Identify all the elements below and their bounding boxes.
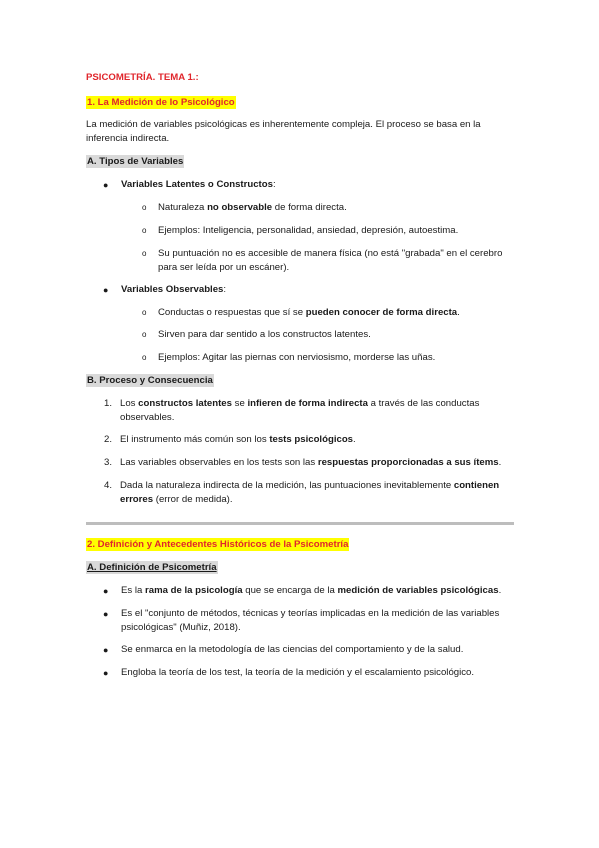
subsection-a-heading [86, 155, 184, 169]
bold-run: rama de la psicología [145, 585, 243, 596]
subsection-a-heading-text: A. Tipos de Variables [87, 156, 184, 167]
text-run: Las variables observables en los tests son las [120, 457, 318, 468]
sub-list-item [142, 306, 460, 320]
label-suffix: : [223, 284, 227, 295]
numbered-item [104, 433, 504, 447]
bold-run: infieren de forma indirecta [247, 398, 368, 409]
text-run: . [498, 457, 502, 468]
sub-list-item [142, 351, 435, 365]
numbered-item [104, 479, 504, 507]
section-1-heading [86, 96, 236, 110]
text-run: . [498, 585, 502, 596]
bold-run: pueden conocer de forma directa [305, 307, 458, 318]
list-item [103, 584, 513, 598]
list-item-observables [103, 283, 226, 297]
sub-bullet-icon: o [142, 308, 147, 317]
bullet-icon: ● [103, 586, 109, 596]
list-item-text: Se enmarca en la metodología de las ciencias del comportamiento y de la salud. [121, 644, 464, 655]
text-run: Dada la naturaleza indirecta de la medición, las puntuaciones inevitablemente [120, 480, 454, 491]
section-2-heading-text: 2. Definición y Antecedentes Históricos de la Psicometría [87, 539, 349, 550]
numbered-item-text [120, 397, 502, 425]
bullet-icon: ● [103, 668, 109, 678]
text-run: . [353, 434, 356, 445]
sub-list-item [142, 224, 458, 238]
section-divider [86, 522, 514, 525]
bold-label: Variables Latentes o Constructos [121, 179, 273, 190]
list-item-text: Es el "conjunto de métodos, técnicas y teorías implicadas en la medición de las variables psicológicas" (Muñiz, 2018). [121, 608, 500, 633]
sub-list-item-text: Ejemplos: Agitar las piernas con nerviosismo, morderse las uñas. [158, 352, 436, 363]
text-run: . [457, 307, 460, 318]
subsection-b-heading-text: B. Proceso y Consecuencia [87, 375, 213, 386]
numbered-item [104, 397, 504, 425]
item-number: 1. [104, 398, 113, 409]
text-run: Naturaleza [158, 202, 208, 213]
text-run: a través de las conductas observables. [120, 398, 480, 423]
item-number: 4. [104, 480, 113, 491]
text-run: Los [120, 398, 139, 409]
numbered-item-text [120, 456, 512, 470]
sub-list-item [142, 201, 347, 215]
list-item-text: Engloba la teoría de los test, la teoría de la medición y el escalamiento psicológico. [121, 667, 475, 678]
text-run: se [231, 398, 248, 409]
list-item-text [121, 178, 276, 192]
text-run: Es la [121, 585, 145, 596]
sub-list-item-text: Sirven para dar sentido a los constructos latentes. [158, 329, 371, 340]
bullet-icon: ● [103, 645, 109, 655]
sub-bullet-icon: o [142, 226, 147, 235]
text-run: Conductas o respuestas que sí se [158, 307, 306, 318]
sub-bullet-icon: o [142, 249, 147, 258]
numbered-item-text [120, 479, 502, 507]
section-1-heading-text: 1. La Medición de lo Psicológico [87, 97, 235, 108]
bold-run: constructos latentes [138, 398, 232, 409]
sub-list-item [142, 247, 512, 275]
text-run: de forma directa. [272, 202, 347, 213]
sub-list-item-text: Ejemplos: Inteligencia, personalidad, ansiedad, depresión, autoestima. [158, 225, 459, 236]
sub-list-item-text [158, 201, 347, 215]
item-number: 2. [104, 434, 113, 445]
bold-run: medición de variables psicológicas [337, 585, 499, 596]
list-item [103, 643, 513, 657]
list-item-text [121, 283, 226, 297]
section-2-heading [86, 538, 349, 552]
sub-bullet-icon: o [142, 353, 147, 362]
text-run: El instrumento más común son los [120, 434, 270, 445]
bold-label: Variables Observables [121, 284, 224, 295]
sub-list-item-text: Su puntuación no es accesible de manera física (no está "grabada" en el cerebro para ser leída por un escáner). [158, 248, 503, 273]
section-2-subsection-a-heading-text: A. Definición de Psicometría [87, 562, 217, 573]
list-item-latentes [103, 178, 276, 192]
sub-list-item [142, 328, 371, 342]
text-run: que se encarga de la [242, 585, 338, 596]
bullet-icon: ● [103, 609, 109, 619]
subsection-b-heading [86, 374, 214, 388]
bullet-icon: ● [103, 180, 109, 190]
text-run: (error de medida). [153, 494, 233, 505]
bold-run: tests psicológicos [269, 434, 354, 445]
numbered-item-text [120, 433, 502, 447]
numbered-item [104, 456, 514, 470]
item-number: 3. [104, 457, 113, 468]
bold-run: respuestas proporcionadas a sus ítems [317, 457, 499, 468]
section-2-subsection-a-heading [86, 561, 218, 575]
list-item-text [121, 584, 511, 598]
list-item [103, 607, 513, 635]
sub-bullet-icon: o [142, 330, 147, 339]
list-item [103, 666, 513, 680]
document-title: PSICOMETRÍA. TEMA 1.: [86, 72, 199, 83]
section-1-intro: La medición de variables psicológicas es inherentemente compleja. El proceso se basa en la inferencia indirecta. [86, 119, 481, 144]
bold-run: no observable [207, 202, 273, 213]
label-suffix: : [272, 179, 276, 190]
sub-list-item-text [158, 306, 460, 320]
sub-bullet-icon: o [142, 203, 147, 212]
bullet-icon: ● [103, 285, 109, 295]
bold-run: contienen errores [120, 480, 500, 505]
